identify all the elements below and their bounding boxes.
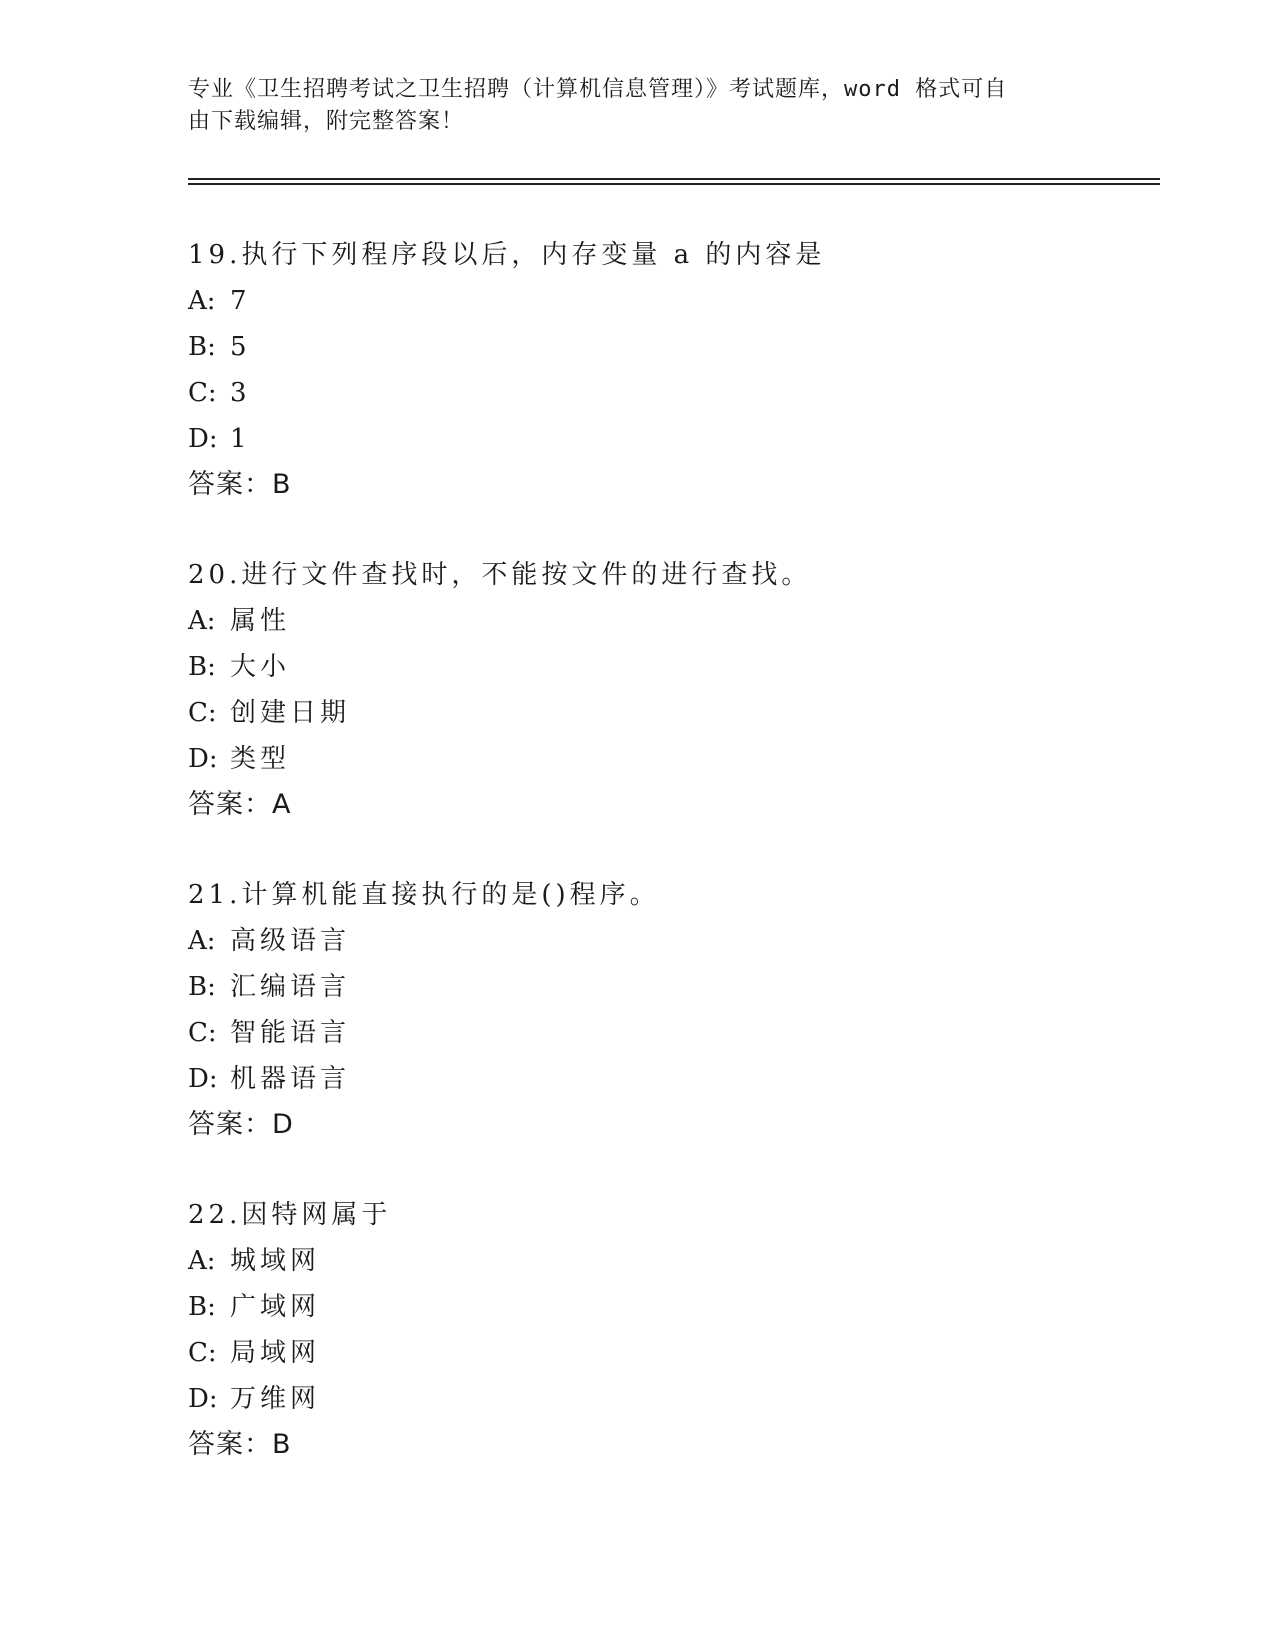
- option-text: 属性: [230, 606, 291, 636]
- option-label: A:: [188, 286, 216, 316]
- option-text: 万维网: [230, 1384, 321, 1414]
- option-label: C:: [188, 378, 217, 408]
- question-20: [188, 552, 1168, 828]
- option-text: 大小: [230, 652, 291, 682]
- option-label: C:: [188, 1018, 217, 1048]
- option-d: [188, 1056, 1168, 1102]
- option-label: B:: [188, 1292, 216, 1322]
- option-label: A:: [188, 926, 216, 956]
- option-text: 城域网: [230, 1246, 321, 1276]
- option-d: [188, 416, 1168, 462]
- option-a: [188, 598, 1168, 644]
- document-header: [188, 74, 1068, 138]
- option-label: A:: [188, 606, 216, 636]
- option-label: D:: [188, 1064, 218, 1094]
- header-line-2: 由下载编辑，附完整答案！: [188, 109, 465, 134]
- option-label: A:: [188, 1246, 216, 1276]
- option-label: B:: [188, 972, 216, 1002]
- option-label: D:: [188, 1384, 218, 1414]
- option-label: C:: [188, 698, 217, 728]
- option-b: [188, 964, 1168, 1010]
- answer-line: 答案：A: [188, 789, 292, 820]
- answer-line: 答案：B: [188, 469, 292, 500]
- option-a: [188, 918, 1168, 964]
- question-stem: 19.执行下列程序段以后，内存变量 a 的内容是: [188, 240, 826, 270]
- option-text: 1: [230, 424, 251, 454]
- option-text: 广域网: [230, 1292, 321, 1322]
- question-stem: 22.因特网属于: [188, 1200, 392, 1230]
- option-d: [188, 736, 1168, 782]
- option-text: 高级语言: [230, 926, 351, 956]
- option-text: 汇编语言: [230, 972, 351, 1002]
- option-c: [188, 690, 1168, 736]
- header-line-1: 专业《卫生招聘考试之卫生招聘（计算机信息管理）》考试题库，word 格式可自: [188, 77, 1008, 102]
- option-b: [188, 324, 1168, 370]
- question-stem: 20.进行文件查找时，不能按文件的进行查找。: [188, 560, 812, 590]
- option-label: B:: [188, 332, 216, 362]
- option-label: C:: [188, 1338, 217, 1368]
- option-d: [188, 1376, 1168, 1422]
- option-label: D:: [188, 424, 218, 454]
- option-c: [188, 370, 1168, 416]
- option-text: 类型: [230, 744, 291, 774]
- option-text: 机器语言: [230, 1064, 351, 1094]
- option-c: [188, 1010, 1168, 1056]
- header-divider-top: [188, 178, 1160, 180]
- question-22: [188, 1192, 1168, 1468]
- option-text: 局域网: [230, 1338, 321, 1368]
- option-b: [188, 1284, 1168, 1330]
- option-c: [188, 1330, 1168, 1376]
- answer-line: 答案：B: [188, 1429, 292, 1460]
- option-a: [188, 278, 1168, 324]
- header-divider-bottom: [188, 183, 1160, 185]
- question-stem: 21.计算机能直接执行的是()程序。: [188, 880, 660, 910]
- option-text: 5: [230, 332, 251, 362]
- option-a: [188, 1238, 1168, 1284]
- option-text: 3: [230, 378, 251, 408]
- option-text: 智能语言: [230, 1018, 351, 1048]
- option-b: [188, 644, 1168, 690]
- answer-line: 答案：D: [188, 1109, 294, 1140]
- question-19: [188, 232, 1168, 508]
- option-label: B:: [188, 652, 216, 682]
- option-text: 创建日期: [230, 698, 351, 728]
- option-label: D:: [188, 744, 218, 774]
- question-21: [188, 872, 1168, 1148]
- option-text: 7: [230, 286, 251, 316]
